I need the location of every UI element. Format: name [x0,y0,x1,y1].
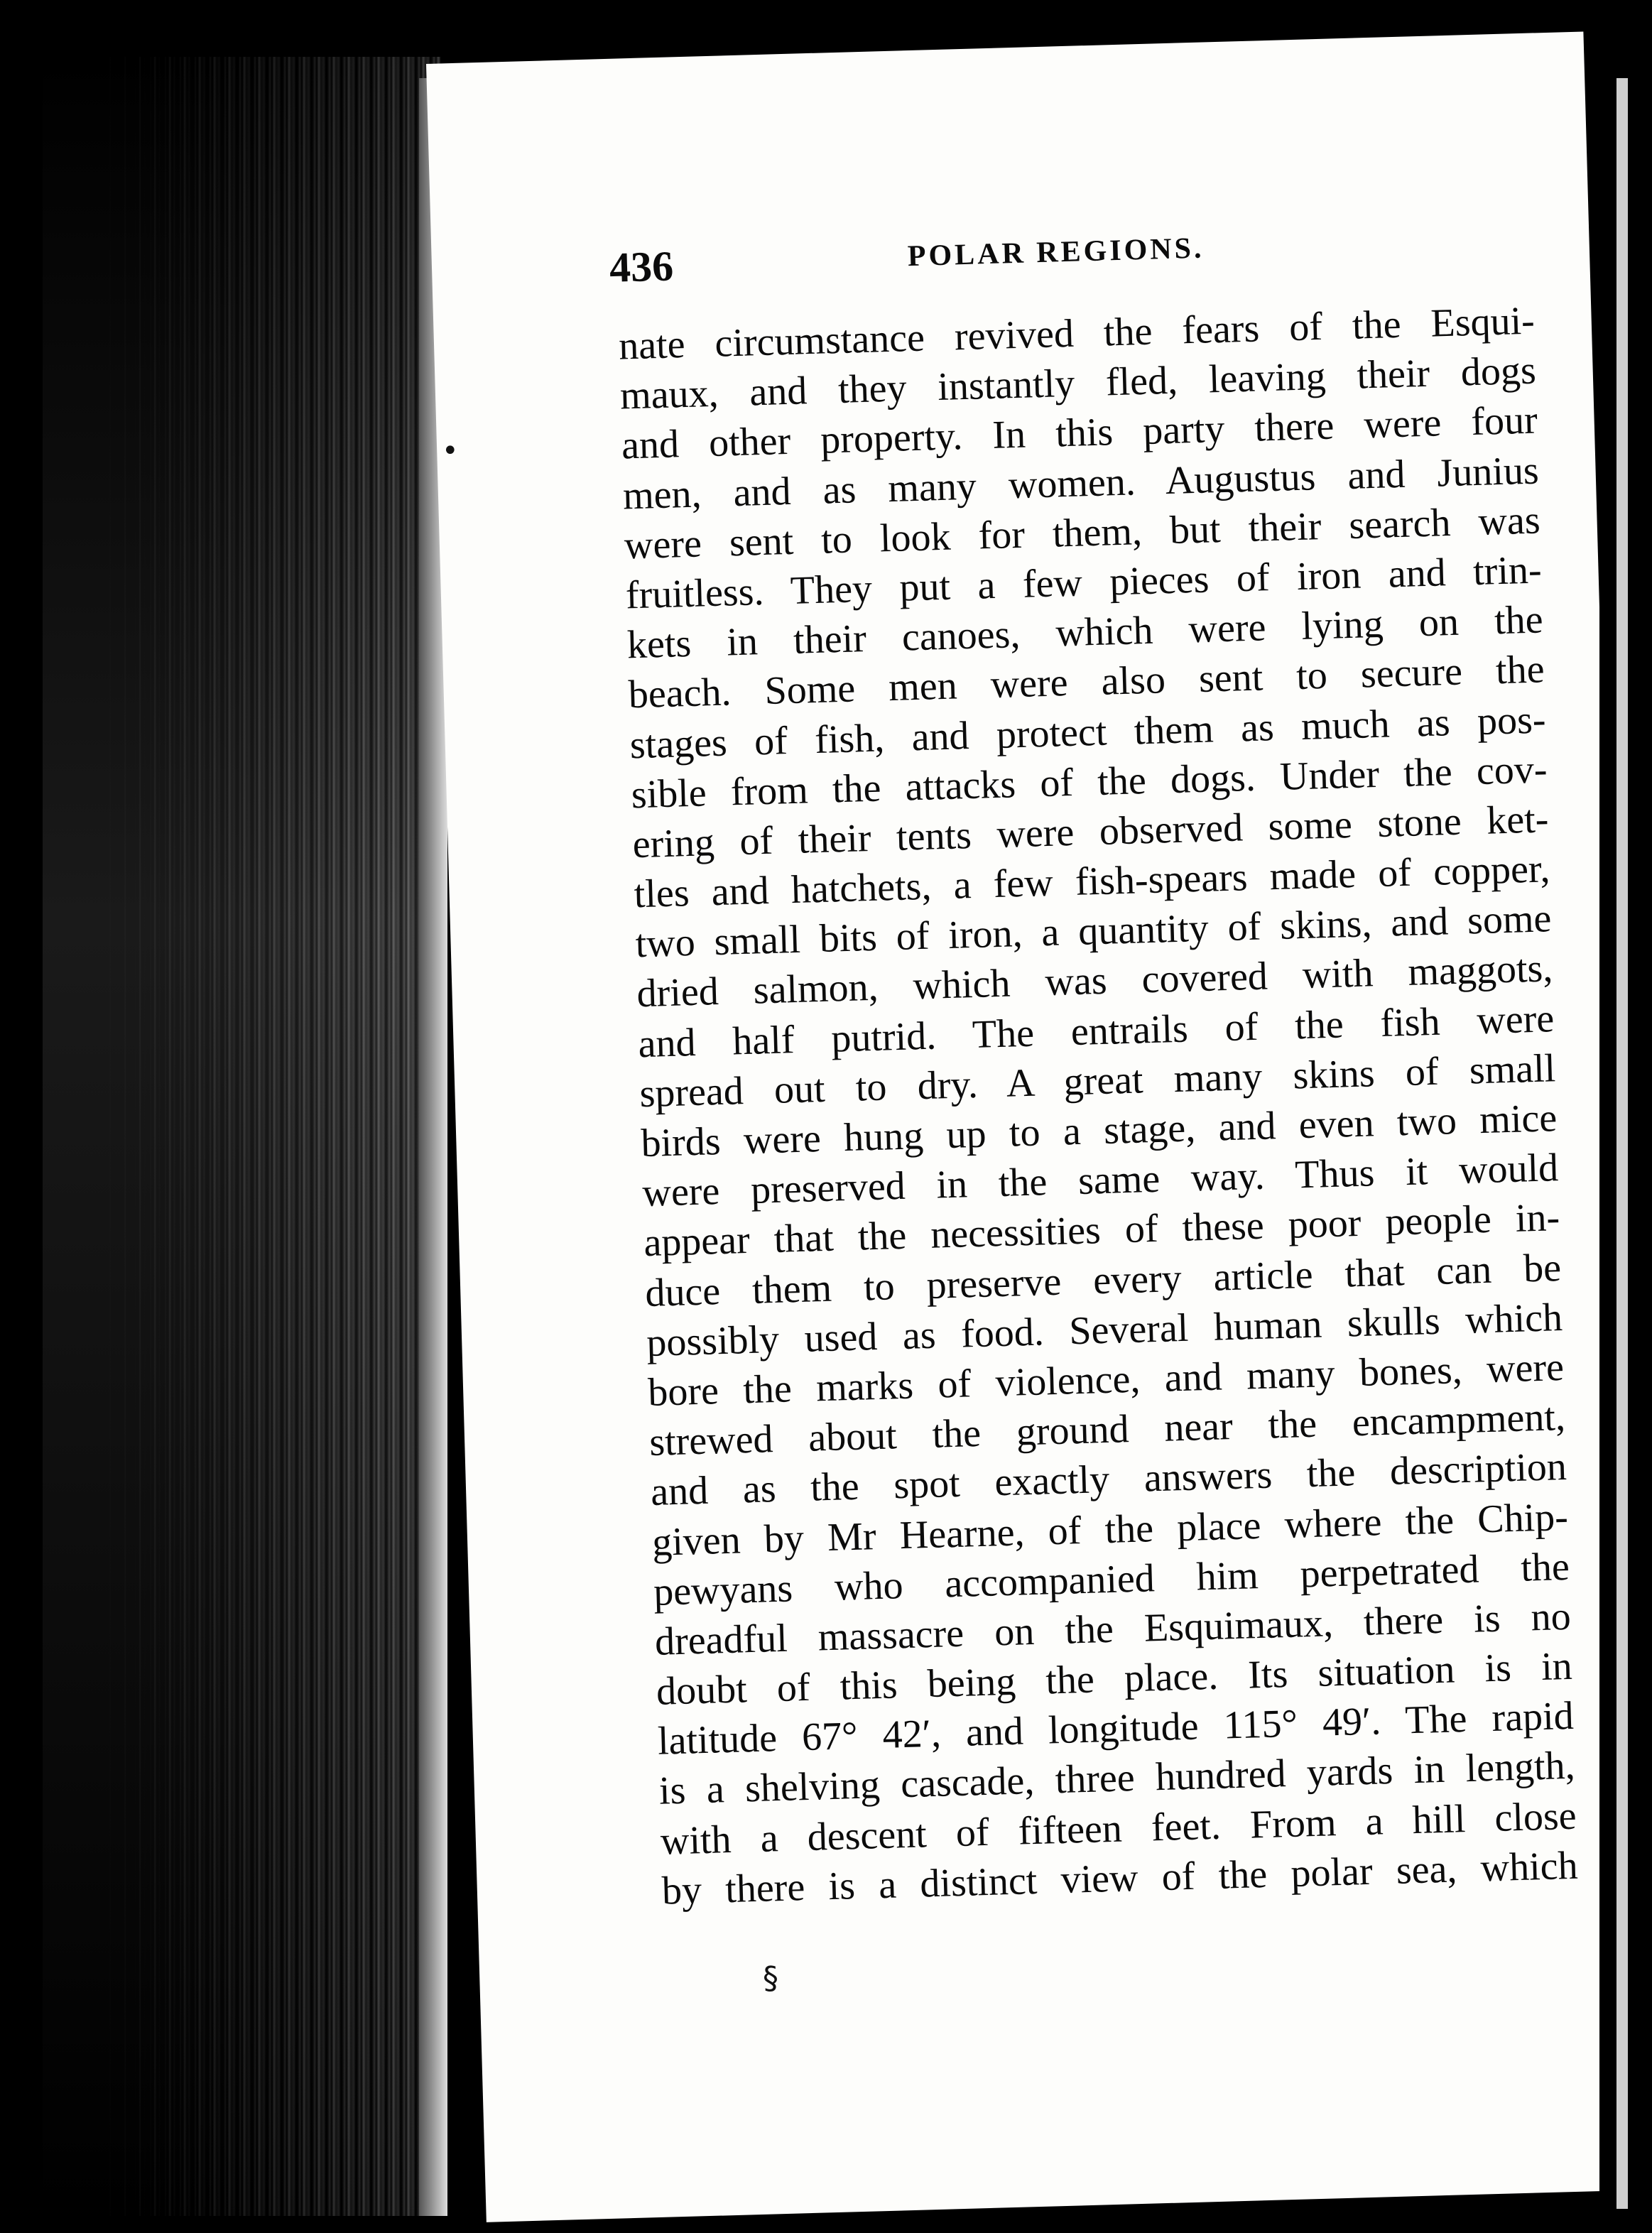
text-line: tles and hatchets, a few fish-spears made of copper, [633,847,1551,917]
text-line: men, and as many women. Augustus and Junius [622,448,1540,518]
text-line: bore the marks of violence, and many bones, were [647,1344,1565,1415]
text-line: and half putrid. The entrails of the fish were [637,996,1555,1066]
text-line: duce them to preserve every article that can be [644,1245,1562,1315]
text-line: two small bits of iron, a quantity of skins, and some [634,896,1553,967]
text-line: strewed about the ground near the encampment, [648,1395,1566,1465]
text-line: dried salmon, which was covered with maggots, [636,946,1554,1016]
text-line: fruitless. They put a few pieces of iron and trin- [625,548,1543,618]
text-line: were sent to look for them, but their search was [624,498,1541,568]
text-line: birds were hung up to a stage, and even two mice [640,1096,1558,1166]
text-line: kets in their canoes, which were lying on the [626,597,1544,668]
text-line: dreadful massacre on the Esquimaux, there is no [654,1594,1572,1664]
text-line: were preserved in the same way. Thus it would [641,1146,1559,1216]
running-head: POLAR REGIONS. [907,232,1205,273]
body-text [618,296,1578,1916]
text-line: doubt of this being the place. Its situation is in [656,1643,1573,1714]
text-line: latitude 67° 42′, and longitude 115° 49′. The rapid [657,1694,1575,1764]
text-line: and as the spot exactly answers the description [650,1445,1567,1515]
text-line: with a descent of fifteen feet. From a hill close [660,1793,1577,1864]
bullet-dot-icon: • [442,435,459,467]
text-line: and other property. In this party there were four [621,398,1538,468]
text-line: sible from the attacks of the dogs. Under the cov- [630,747,1548,817]
text-line: by there is a distinct view of the polar sea, which [661,1843,1579,1913]
page-header [609,214,1652,308]
next-page-sliver [1616,78,1628,2209]
page-block-shading [43,57,440,2216]
text-line: beach. Some men were also sent to secure the [628,647,1545,717]
page-number: 436 [609,242,674,291]
text-line: is a shelving cascade, three hundred yards in length, [658,1744,1576,1814]
text-line: spread out to dry. A great many skins of small [638,1045,1556,1116]
text-line: nate circumstance revived the fears of the Esqui- [618,298,1536,369]
text-line: ering of their tents were observed some stone ket- [631,797,1550,867]
text-line: stages of fish, and protect them as much as pos- [629,697,1547,767]
signature-mark: § [763,1960,778,1996]
text-line: possibly used as food. Several human skulls which [646,1295,1563,1365]
book-page [426,31,1643,2222]
text-line: given by Mr Hearne, of the place where the Chip- [651,1494,1569,1565]
text-line: maux, and they instantly fled, leaving their dogs [619,348,1537,418]
text-line: appear that the necessities of these poor people in- [643,1195,1560,1266]
text-line: pewyans who accompanied him perpetrated the [653,1544,1570,1614]
